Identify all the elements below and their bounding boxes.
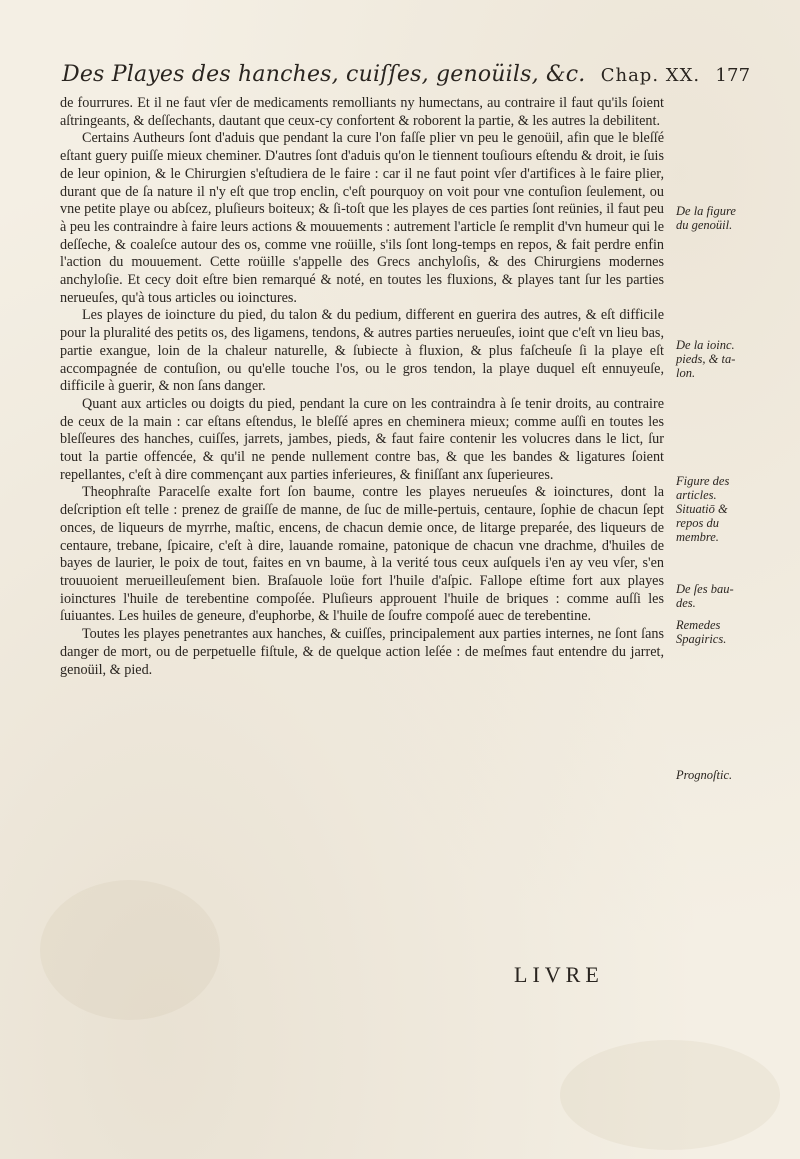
margin-note-line: Prognoſtic. xyxy=(676,768,733,782)
running-head xyxy=(62,62,751,87)
margin-note-line: De la figure xyxy=(676,204,736,218)
paper-stain xyxy=(40,880,220,1020)
margin-note xyxy=(676,474,776,544)
margin-note-line: repos du xyxy=(676,516,719,530)
paragraph: Theophraſte Paracelſe exalte fort ſon baume, contre les playes nerueuſes & ioinctures, dont la deſcription eſt telle : prenez de graiſſe de manne, de ſuc de mille-pertuis, centaure, ſophie de chacun ſept onces, de liqueurs de myrrhe, maſtic, encens, de chacun demie once, de litarge preparée, des liqueurs de centaure, trebane, ſpicaire, c'eſt à dire, lauande romaine, patonique de chacun vne drachme, d'huiles de bayes de laurier, le poix de tout, faites en vn baume, à la verité tous ceux auſquels i'en ay veu vſer, s'en trouuoient merueilleuſement bien. Braſauole loüe fort l'huile d'aſpic. Fallope eſtime fort aux playes ioinctures l'huile de terebentine compoſée. Pluſieurs approuent l'huile de briques : comme auſſi les ſuiuantes. Les huiles de geneure, d'euphorbe, & l'huile de ſoufre compoſé auec de terebentine. xyxy=(60,484,664,625)
margin-note-line: pieds, & ta- xyxy=(676,352,736,366)
paragraph: Toutes les playes penetrantes aux hanches, & cuiſſes, principalement aux parties internes, ne ſont ſans danger de mort, ou de perpetuelle fiſtule, & de quelque action leſée : de meſmes faut entendre du jarret, genoüil, & pied. xyxy=(60,626,664,678)
margin-note-line: lon. xyxy=(676,366,696,380)
catchword: LIVRE xyxy=(514,962,604,987)
chapter-label: Chap. XX. xyxy=(600,65,701,86)
margin-note xyxy=(676,582,776,610)
margin-note-line: des. xyxy=(676,596,696,610)
margin-note-line: Spagirics. xyxy=(676,632,727,646)
margin-note xyxy=(676,204,776,232)
margin-note xyxy=(676,618,776,646)
page-number: 177 xyxy=(715,65,751,86)
paragraph: Certains Autheurs ſont d'aduis que pendant la cure l'on faſſe plier vn peu le genoüil, afin que le bleſſé eſtant guery puiſſe mieux cheminer. D'autres ſont d'aduis qu'on le tiennent touſiours eſtendu & droit, ie ſuis de leur opinion, & le Chirurgien s'eſtudiera de le faire : car il ne faut point vſer d'artifices à le faire plier, durant que de ſa nature il n'y eſt que trop enclin, c'eſt pourquoy on voit pour vne contuſion ſeulement, ou vne petite playe ou abſcez, pluſieurs boiteux; & ſi-toſt que les playes de ces parties ſont reünies, il faut peu à peu les contraindre à faire leurs actions & mouuements : autrement l'article ſe remplit d'vn humeur qui le deſſeche, & coaleſce autour des os, comme vne roüille, s'ils ſont long-temps en repos, & fait perdre enfin l'action du mouuement. Cette roüille s'appelle des Grecs anchyloſis, & des Chirurgiens modernes anchyloſie. Et cecy doit eſtre bien remarqué & noté, en toutes les fluxions, & playes tant ſur les parties nerueuſes, qu'à tous articles ou ioinctures. xyxy=(60,130,664,306)
paragraph: Quant aux articles ou doigts du pied, pendant la cure on les contraindra à ſe tenir droits, au contraire de ceux de la main : car eſtans eſtendus, le bleſſé apres en cheminera mieux; comme auſſi en toutes les bleſſeures des hanches, cuiſſes, jarrets, jambes, pieds, & faut faire contenir les volucres dans le lict, ſur tout la partie offencée, & qu'il ne pende nullement contre bas, & que les bandes & ligatures ſoient repellantes, c'eſt à dire commençant aux parties inferieures, & finiſſant anx ſuperieures. xyxy=(60,395,664,483)
margin-note-line: Figure des xyxy=(676,474,730,488)
paragraph: de fourrures. Et il ne faut vſer de medicaments remolliants ny humectans, au contraire il faut qu'ils ſoient aſtringeants, & deſſechants, dautant que ceux-cy confortent & roborent la partie, & les autres la debilitent. xyxy=(60,95,664,129)
running-title: Des Playes des hanches, cuiſſes, genoüils, &c. xyxy=(62,62,586,87)
margin-note-line: Situatiō & xyxy=(676,502,728,516)
main-text xyxy=(60,95,664,679)
margin-note-line: articles. xyxy=(676,488,717,502)
margin-note-line: De la ioinc. xyxy=(676,338,735,352)
margin-note xyxy=(676,338,776,380)
margin-note-line: du genoüil. xyxy=(676,218,733,232)
paper-stain xyxy=(560,1040,780,1150)
margin-note-line: De ſes bau- xyxy=(676,582,734,596)
margin-note xyxy=(676,768,776,782)
margin-note-line: membre. xyxy=(676,530,719,544)
margin-note-line: Remedes xyxy=(676,618,721,632)
paragraph: Les playes de ioincture du pied, du talon & du pedium, different en guerira des autres, & eſt difficile pour la pluralité des petits os, des ligamens, tendons, & autres parties nerueuſes, ioint que c'eſt vn lieu bas, partie exangue, loin de la chaleur naturelle, & ſubiecte à fluxion, & plus faſcheuſe ſi la playe eſt accompagnée de contuſion, ou qu'elle touche l'os, ou le gros tendon, la playe duquel eſt ennuyeuſe, difficile à guerir, & non ſans danger. xyxy=(60,307,664,395)
